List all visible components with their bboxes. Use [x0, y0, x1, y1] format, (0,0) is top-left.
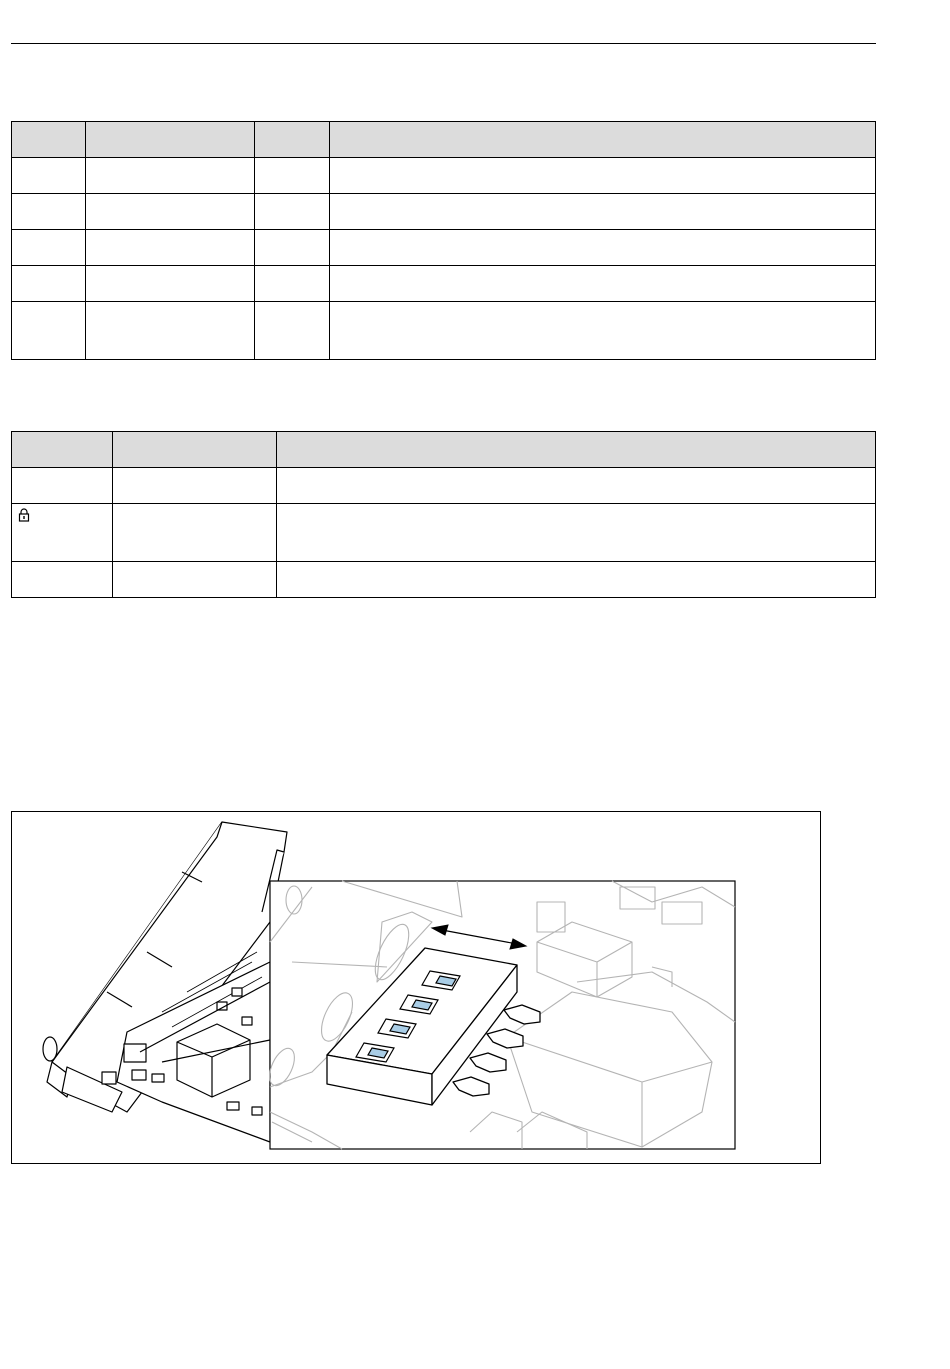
- table-cell: [12, 158, 86, 194]
- table-header-cell: [330, 122, 876, 158]
- table-cell: [113, 468, 277, 504]
- table-cell: [12, 230, 86, 266]
- table-header-cell: [255, 122, 330, 158]
- table-row: [12, 562, 876, 598]
- table-cell: [277, 468, 876, 504]
- table-row: [12, 266, 876, 302]
- table-cell: [255, 302, 330, 360]
- table-cell: [330, 302, 876, 360]
- table-cell: [12, 266, 86, 302]
- table-cell: [330, 194, 876, 230]
- table-cell: [12, 468, 113, 504]
- table-header-row: [12, 122, 876, 158]
- table-cell: [113, 562, 277, 598]
- table-row: [12, 194, 876, 230]
- table-cell: [255, 158, 330, 194]
- spec-table-2: [11, 431, 876, 598]
- table-cell: [277, 504, 876, 562]
- table-cell: [86, 194, 255, 230]
- table-row: [12, 230, 876, 266]
- table-cell: [12, 302, 86, 360]
- inset-frame: [270, 881, 735, 1149]
- table-header-cell: [113, 432, 277, 468]
- table-cell: [255, 194, 330, 230]
- table-cell: [12, 504, 113, 562]
- table-cell: [330, 266, 876, 302]
- dip-switch-illustration: [12, 812, 820, 1163]
- electronics-module-drawing: [43, 822, 287, 1142]
- table-cell: [86, 230, 255, 266]
- table-cell: [86, 158, 255, 194]
- table-cell: [86, 302, 255, 360]
- table-header-cell: [12, 432, 113, 468]
- table-cell: [255, 230, 330, 266]
- table-row: [12, 302, 876, 360]
- table-cell: [330, 158, 876, 194]
- table-header-row: [12, 432, 876, 468]
- table-cell: [12, 194, 86, 230]
- table-cell: [277, 562, 876, 598]
- table-row: [12, 504, 876, 562]
- table-row: [12, 158, 876, 194]
- table-cell: [255, 266, 330, 302]
- dip-switch-figure: [11, 811, 821, 1164]
- table-row: [12, 468, 876, 504]
- table-cell: [330, 230, 876, 266]
- spec-table-1: [11, 121, 876, 360]
- table-header-cell: [86, 122, 255, 158]
- table-cell: [12, 562, 113, 598]
- table-header-cell: [12, 122, 86, 158]
- table-cell: [86, 266, 255, 302]
- table-header-cell: [277, 432, 876, 468]
- lock-icon: [18, 508, 30, 522]
- table-cell: [113, 504, 277, 562]
- header-rule: [11, 43, 876, 44]
